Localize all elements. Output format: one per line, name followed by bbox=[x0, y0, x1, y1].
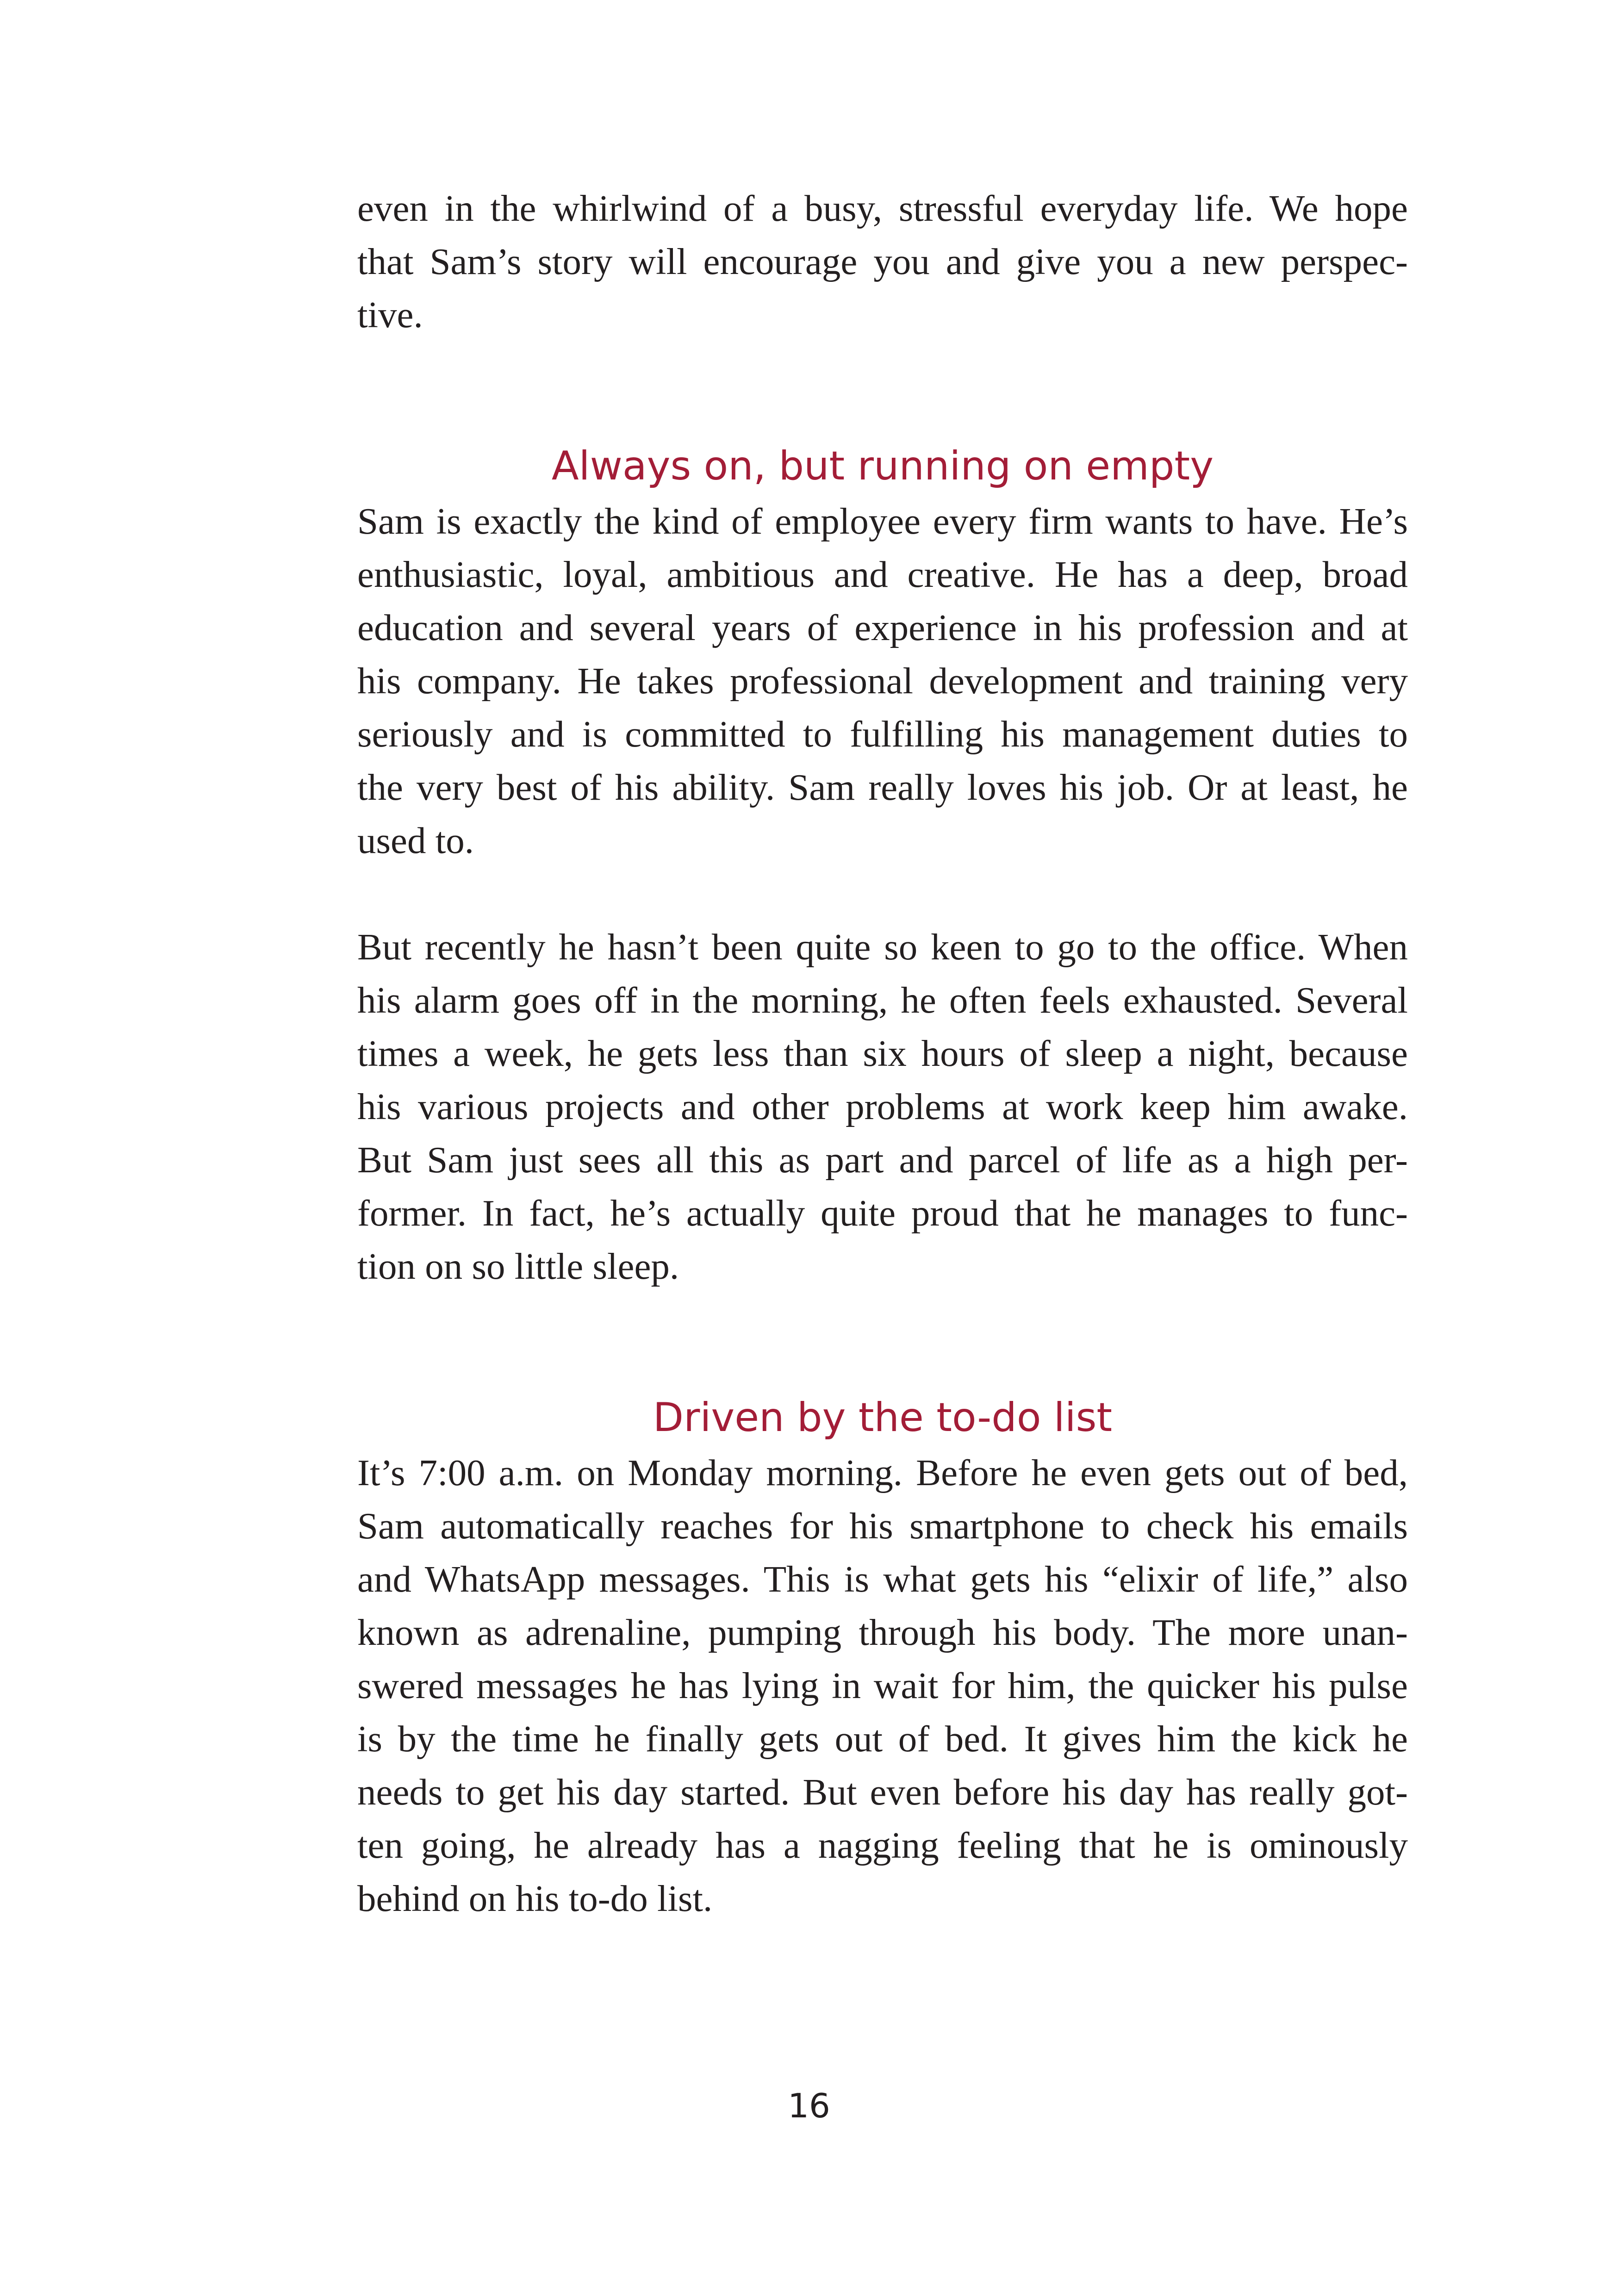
text-line: swered messages he has lying in wait for him, the quicker his pulse bbox=[357, 1665, 1408, 1706]
section-heading-driven: Driven by the to-do list bbox=[653, 1394, 1113, 1441]
text-line: needs to get his day started. But even before his day has really got- bbox=[357, 1771, 1408, 1813]
text-line: known as adrenaline, pumping through his body. The more unan- bbox=[357, 1612, 1408, 1653]
text-column bbox=[357, 182, 1408, 1925]
text-line: tive. bbox=[357, 294, 423, 336]
section2-paragraph-1 bbox=[357, 1446, 1408, 1925]
text-line: seriously and is committed to fulfilling his management duties to bbox=[357, 713, 1408, 755]
section-heading-always-on: Always on, but running on empty bbox=[551, 443, 1214, 489]
page-number: 16 bbox=[788, 2086, 830, 2125]
text-line: used to. bbox=[357, 820, 474, 861]
text-line: and WhatsApp messages. This is what gets his “elixir of life,” also bbox=[357, 1558, 1408, 1600]
text-line: enthusiastic, loyal, ambitious and creative. He has a deep, broad bbox=[357, 554, 1408, 595]
text-line: times a week, he gets less than six hours of sleep a night, because bbox=[357, 1033, 1408, 1074]
text-line: tion on so little sleep. bbox=[357, 1245, 679, 1287]
text-line: his company. He takes professional development and training very bbox=[357, 660, 1408, 702]
intro-paragraph bbox=[357, 182, 1408, 342]
section1-paragraph-2 bbox=[357, 921, 1408, 1293]
text-line: It’s 7:00 a.m. on Monday morning. Before he even gets out of bed, bbox=[357, 1452, 1408, 1493]
text-line: the very best of his ability. Sam really loves his job. Or at least, he bbox=[357, 766, 1408, 808]
section-spacer bbox=[357, 342, 1408, 440]
text-line: But recently he hasn’t been quite so keen to go to the office. When bbox=[357, 926, 1408, 968]
text-line: that Sam’s story will encourage you and give you a new perspec- bbox=[357, 241, 1408, 282]
text-line: is by the time he finally gets out of bed. It gives him the kick he bbox=[357, 1718, 1408, 1760]
text-line: even in the whirlwind of a busy, stressful everyday life. We hope bbox=[357, 187, 1408, 229]
section-spacer bbox=[357, 1293, 1408, 1391]
text-line: Sam is exactly the kind of employee every firm wants to have. He’s bbox=[357, 500, 1408, 542]
text-line: But Sam just sees all this as part and parcel of life as a high per- bbox=[357, 1139, 1408, 1181]
text-line: Sam automatically reaches for his smartphone to check his emails bbox=[357, 1505, 1408, 1547]
text-line: former. In fact, he’s actually quite proud that he manages to func- bbox=[357, 1192, 1408, 1234]
paragraph-spacer bbox=[357, 867, 1408, 921]
section1-paragraph-1 bbox=[357, 495, 1408, 867]
text-line: ten going, he already has a nagging feeling that he is ominously bbox=[357, 1824, 1408, 1866]
text-line: education and several years of experience in his profession and at bbox=[357, 607, 1408, 648]
text-line: his alarm goes off in the morning, he often feels exhausted. Several bbox=[357, 979, 1408, 1021]
text-line: behind on his to-do list. bbox=[357, 1878, 713, 1919]
text-line: his various projects and other problems at work keep him awake. bbox=[357, 1086, 1408, 1127]
